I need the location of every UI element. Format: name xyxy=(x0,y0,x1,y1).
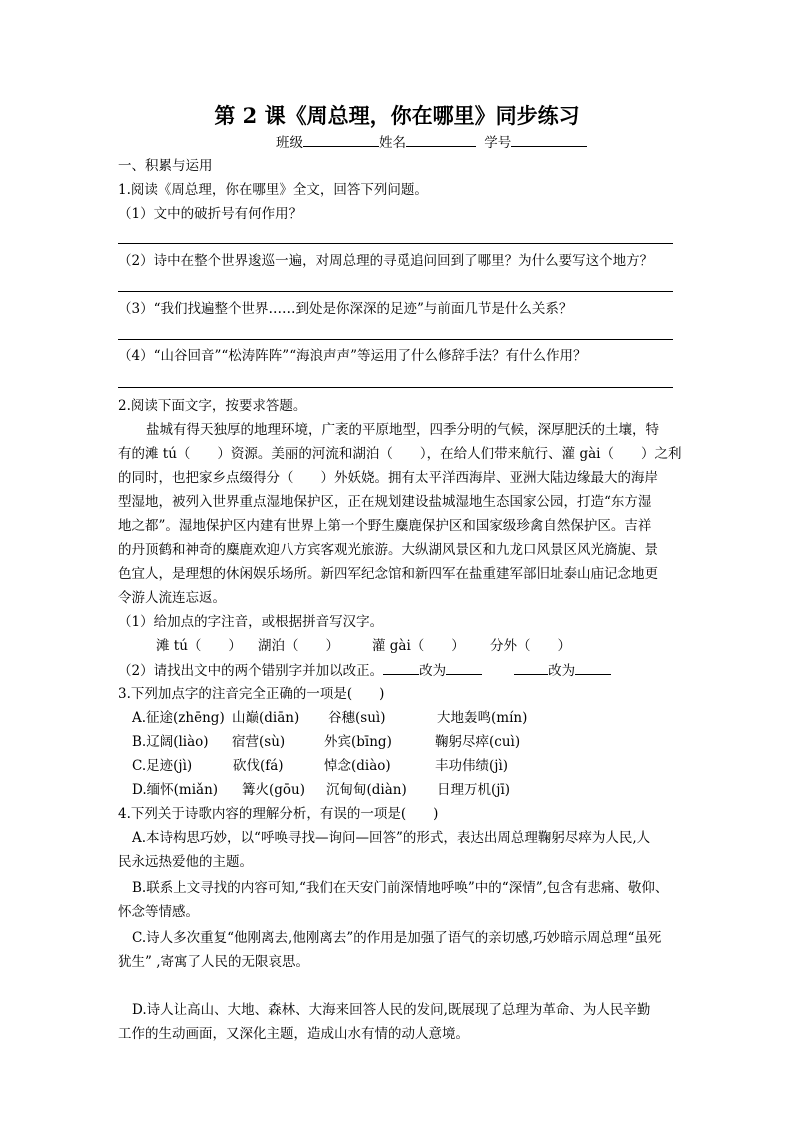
id-label: 学号 xyxy=(484,135,512,151)
option-d-line: 工作的生动画面，又深化主题，造成山水有情的动人意境。 xyxy=(118,1026,469,1042)
passage-line: 的同时，也把家乡点缀得分（ ）外妖娆。拥有太平洋西海岸、亚洲大陆边缘最大的海岸 xyxy=(118,470,658,486)
answer-line[interactable] xyxy=(118,387,673,388)
pinyin-item: 分外（ ） xyxy=(490,638,571,654)
pinyin-item: 湖泊（ ） xyxy=(258,638,339,654)
question-1-sub-2: （2）诗中在整个世界逡巡一遍，对周总理的寻觅追问回到了哪里？为什么要写这个地方？ xyxy=(118,253,654,269)
class-blank[interactable] xyxy=(303,132,379,147)
option-a-2: 山巅(diān) xyxy=(232,710,300,726)
passage-line: 令游人流连忘返。 xyxy=(118,590,226,606)
pinyin-item: 灌 gài（ ） xyxy=(372,638,465,654)
passage-line: 的丹顶鹤和神奇的麋鹿欢迎八方宾客观光旅游。大纵湖风景区和九龙口风景区风光旖旎、景 xyxy=(118,542,658,558)
question-1-stem: 1.阅读《周总理，你在哪里》全文，回答下列问题。 xyxy=(118,182,428,198)
option-d-line: D.诗人让高山、大地、森林、大海来回答人民的发问,既展现了总理为革命、为人民辛勤 xyxy=(132,1002,651,1018)
answer-line[interactable] xyxy=(118,243,673,244)
question-2-sub-1: （1）给加点的字注音，或根据拼音写汉字。 xyxy=(118,614,384,630)
option-a-line: A.本诗构思巧妙，以“呼唤寻找—询问—回答”的形式，表达出周总理鞠躬尽瘁为人民,人 xyxy=(132,830,651,846)
passage-line: 色宜人，是理想的休闲娱乐场所。新四军纪念馆和新四军在盐重建军部旧址泰山庙记念地更 xyxy=(118,566,658,582)
option-b-2: 宿营(sù) xyxy=(232,734,286,750)
option-d-4: 日理万机(jī) xyxy=(437,782,511,798)
correct-char-blank[interactable] xyxy=(446,660,482,675)
change-label: 改为 xyxy=(419,663,447,679)
change-label: 改为 xyxy=(548,663,576,679)
option-c-line: 犹生” ,寄寓了人民的无限哀思。 xyxy=(118,954,309,970)
option-c-4: 丰功伟绩(jì) xyxy=(435,758,509,774)
option-c-3: 悼念(diào) xyxy=(324,758,391,774)
name-label: 姓名 xyxy=(379,135,406,151)
option-b-line: 怀念等情感。 xyxy=(118,904,199,920)
option-c-1: C.足迹(jì) xyxy=(132,758,193,774)
pinyin-item: 滩 tú（ ） xyxy=(156,638,242,654)
answer-line[interactable] xyxy=(118,339,673,340)
question-1-sub-3: （3）“我们找遍整个世界……到处是你深深的足迹”与前面几节是什么关系？ xyxy=(118,301,573,317)
option-a-4: 大地轰鸣(mín) xyxy=(437,710,528,726)
question-1-sub-4: （4）“山谷回音”“松涛阵阵”“海浪声声”等运用了什么修辞手法？有什么作用？ xyxy=(118,348,587,364)
wrong-char-blank[interactable] xyxy=(383,660,419,675)
option-a-line: 民永远热爱他的主题。 xyxy=(118,854,253,870)
option-d-2: 篝火(gōu) xyxy=(242,782,305,798)
student-info-row xyxy=(276,132,587,153)
option-b-3: 外宾(bīng) xyxy=(324,734,392,750)
section-heading: 一、积累与运用 xyxy=(118,158,213,174)
page-title: 第 2 课《周总理，你在哪里》同步练习 xyxy=(214,103,580,128)
id-blank[interactable] xyxy=(511,132,587,147)
correct-char-blank[interactable] xyxy=(575,660,611,675)
passage-line: 型湿地，被列入世界重点湿地保护区，正在规划建设盐城湿地生态国家公园，打造“东方湿 xyxy=(118,494,652,510)
class-label: 班级 xyxy=(276,135,303,151)
option-d-1: D.缅怀(miǎn) xyxy=(132,782,219,798)
question-4-stem: 4.下列关于诗歌内容的理解分析，有误的一项是( ) xyxy=(118,806,439,822)
option-c-2: 砍伐(fá) xyxy=(233,758,284,774)
option-b-1: B.辽阔(liào) xyxy=(132,734,209,750)
option-a-3: 谷穗(suì) xyxy=(328,710,386,726)
passage-line: 盐城有得天独厚的地理环境，广袤的平原地型，四季分明的气候，深厚肥沃的土壤，特 xyxy=(146,422,659,438)
name-blank[interactable] xyxy=(406,132,476,147)
question-2-sub-2 xyxy=(118,660,611,681)
option-b-4: 鞠躬尽瘁(cuì) xyxy=(435,734,521,750)
wrong-char-blank[interactable] xyxy=(514,660,548,675)
question-2-stem: 2.阅读下面文字，按要求答题。 xyxy=(118,398,307,414)
option-a-1: A.征途(zhēng) xyxy=(132,710,225,726)
question-1-sub-1: （1）文中的破折号有何作用？ xyxy=(118,206,303,222)
answer-line[interactable] xyxy=(118,291,673,292)
option-b-line: B.联系上文寻找的内容可知,“我们在天安门前深情地呼唤”中的“深情”,包含有悲痛、敬仰、 xyxy=(132,880,669,896)
option-d-3: 沉甸甸(diàn) xyxy=(326,782,407,798)
option-c-line: C.诗人多次重复“他刚离去,他刚离去”的作用是加强了语气的亲切感,巧妙暗示周总理“虽死 xyxy=(132,930,662,946)
question-3-stem: 3.下列加点字的注音完全正确的一项是( ) xyxy=(118,686,385,702)
passage-line: 地之都”。湿地保护区内建有世界上第一个野生麋鹿保护区和国家级珍禽自然保护区。吉祥 xyxy=(118,518,652,534)
question-2-sub-2-text: （2）请找出文中的两个错别字并加以改正。 xyxy=(118,663,384,679)
passage-line: 有的滩 tú（ ）资源。美丽的河流和湖泊（ ），在给人们带来航行、灌 gài（ ）之利 xyxy=(118,446,682,462)
